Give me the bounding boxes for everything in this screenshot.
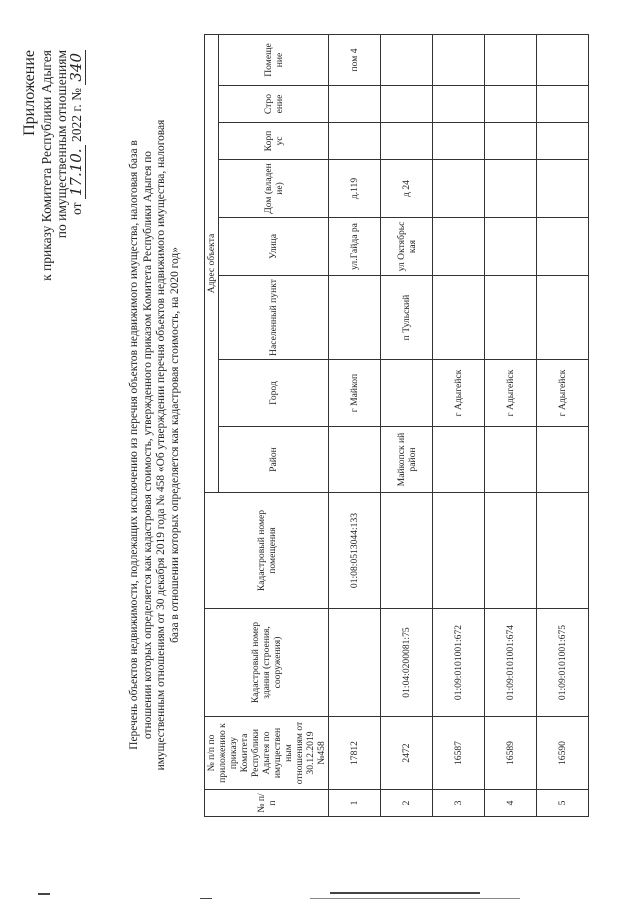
date-year: 2022 г. № xyxy=(69,88,84,143)
header-street: Улица xyxy=(219,218,329,276)
appendix-date-line xyxy=(69,50,84,390)
appendix-line-2: по имущественным отношениям xyxy=(54,50,69,239)
table-row xyxy=(537,34,589,816)
header-korpus: Корп ус xyxy=(219,123,329,160)
cell-korpus xyxy=(329,123,381,160)
header-house: Дом (владен ие) xyxy=(219,160,329,218)
cell-ref: 16587 xyxy=(433,717,485,790)
cell-premise xyxy=(537,493,589,609)
cell-settlement xyxy=(329,276,381,360)
cell-korpus xyxy=(537,123,589,160)
cell-num: 4 xyxy=(485,790,537,817)
handwritten-date: 17.10. xyxy=(67,145,86,199)
header-num: № п/п xyxy=(205,790,329,817)
cell-house xyxy=(537,160,589,218)
header-settlement: Населенный пункт xyxy=(219,276,329,360)
heading-line-3: имущественным отношениям от 30 декабря 2019 года № 458 «Об утверждении перечня объектов недвижимого имущества, налоговая xyxy=(155,119,168,771)
heading-line-1: Перечень объектов недвижимости, подлежащих исключению из перечня объектов недвижимого имущества, налоговая база в xyxy=(128,140,140,750)
cell-city xyxy=(381,360,433,427)
cell-num: 5 xyxy=(537,790,589,817)
cell-building xyxy=(329,609,381,717)
cell-premise: 01:08:0513044:133 xyxy=(329,493,381,609)
cell-num: 3 xyxy=(433,790,485,817)
cell-korpus xyxy=(433,123,485,160)
scan-line xyxy=(330,892,480,894)
cell-settlement: п Тульский xyxy=(381,276,433,360)
cell-house xyxy=(433,160,485,218)
cell-premise xyxy=(433,493,485,609)
cell-num: 2 xyxy=(381,790,433,817)
cell-ref: 16590 xyxy=(537,717,589,790)
cell-settlement xyxy=(433,276,485,360)
handwritten-number: 340 xyxy=(67,50,86,85)
heading-line-4: база в отношении которых определяется как кадастровая стоимость, на 2020 год» xyxy=(168,247,181,643)
cell-settlement xyxy=(485,276,537,360)
cell-room: пом 4 xyxy=(329,34,381,85)
cell-district: Майкопск ий район xyxy=(381,427,433,493)
cell-building: 01:09:0101001:672 xyxy=(433,609,485,717)
cell-room xyxy=(433,34,485,85)
cell-district xyxy=(329,427,381,493)
cell-district xyxy=(485,427,537,493)
header-district: Район xyxy=(219,427,329,493)
table-row xyxy=(433,34,485,816)
cell-room xyxy=(381,34,433,85)
table-row xyxy=(381,34,433,816)
objects-table xyxy=(204,34,589,817)
cell-building: 01:09:0101001:674 xyxy=(485,609,537,717)
scan-line xyxy=(310,898,520,899)
cell-district xyxy=(433,427,485,493)
cell-street: ул Октябрьс кая xyxy=(381,218,433,276)
header-address: Адрес объекта xyxy=(205,34,219,492)
cell-stroenie xyxy=(381,86,433,123)
cell-premise xyxy=(485,493,537,609)
header-premise: Кадастровый номер помещения xyxy=(205,493,329,609)
table-row xyxy=(329,34,381,816)
cell-room xyxy=(537,34,589,85)
appendix-line-1: к приказу Комитета Республики Адыгея xyxy=(39,50,54,281)
scan-mark xyxy=(200,898,212,899)
cell-city: г Адыгейск xyxy=(485,360,537,427)
cell-city: г Адыгейск xyxy=(433,360,485,427)
document-heading xyxy=(128,45,182,845)
cell-street xyxy=(485,218,537,276)
header-room: Помеще ние xyxy=(219,34,329,85)
appendix-title: Приложение xyxy=(21,50,38,136)
cell-stroenie xyxy=(433,86,485,123)
cell-stroenie xyxy=(329,86,381,123)
cell-city: г Майкоп xyxy=(329,360,381,427)
cell-room xyxy=(485,34,537,85)
cell-building: 01:09:0101001:675 xyxy=(537,609,589,717)
cell-building: 01:04:0200081:75 xyxy=(381,609,433,717)
date-prefix: от xyxy=(69,202,84,215)
header-ref: № п/п по приложению к приказу Комитета Республики Адыгея по имуществен ным отношениям от 30.12.2019 №458 xyxy=(205,717,329,790)
cell-district xyxy=(537,427,589,493)
cell-korpus xyxy=(485,123,537,160)
cell-house xyxy=(485,160,537,218)
cell-stroenie xyxy=(537,86,589,123)
appendix-block xyxy=(22,50,84,390)
cell-city: г Адыгейск xyxy=(537,360,589,427)
cell-street: ул.Гайда ра xyxy=(329,218,381,276)
header-building: Кадастровый номер здания (строения, сооружения) xyxy=(205,609,329,717)
cell-ref: 2472 xyxy=(381,717,433,790)
cell-num: 1 xyxy=(329,790,381,817)
cell-korpus xyxy=(381,123,433,160)
header-city: Город xyxy=(219,360,329,427)
cell-premise xyxy=(381,493,433,609)
scan-mark xyxy=(38,893,50,895)
cell-house: д 24 xyxy=(381,160,433,218)
cell-ref: 17812 xyxy=(329,717,381,790)
heading-line-2: отношении которых определяется как кадастровая стоимость, утвержденного приказом Комитета Республики Адыгея по xyxy=(141,151,154,739)
cell-settlement xyxy=(537,276,589,360)
header-stroenie: Стро ение xyxy=(219,86,329,123)
cell-house: д.119 xyxy=(329,160,381,218)
cell-ref: 16589 xyxy=(485,717,537,790)
cell-stroenie xyxy=(485,86,537,123)
table-row xyxy=(485,34,537,816)
cell-street xyxy=(433,218,485,276)
cell-street xyxy=(537,218,589,276)
